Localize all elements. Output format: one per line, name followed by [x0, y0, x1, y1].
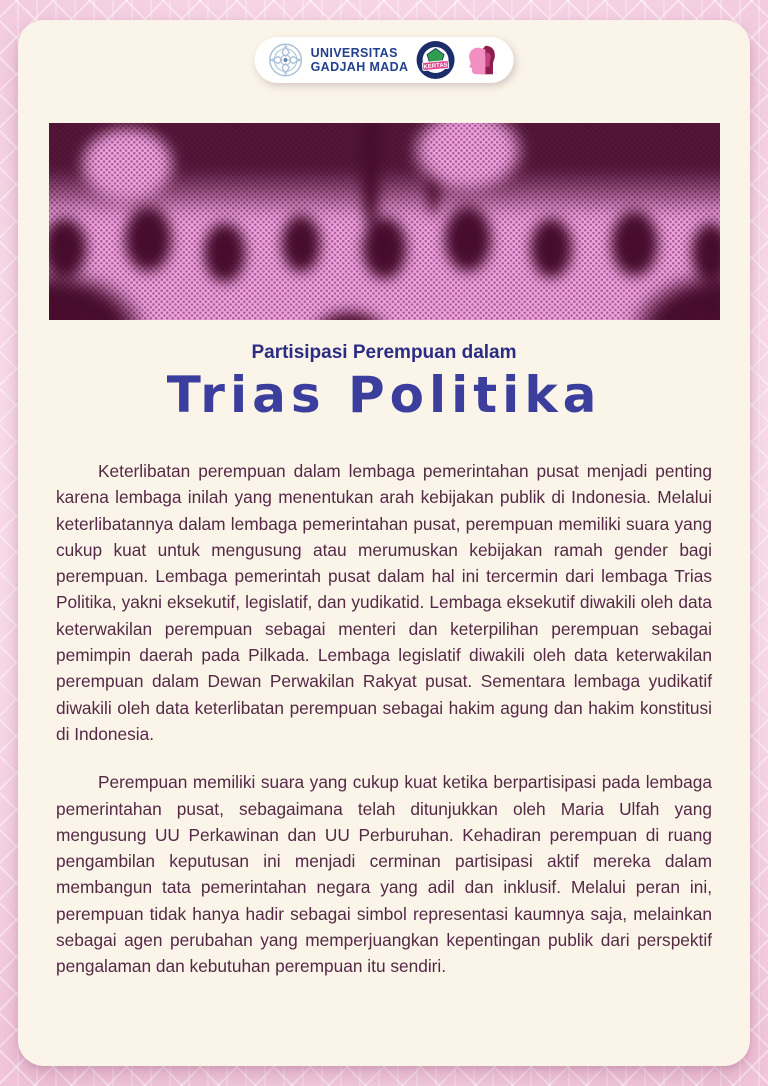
ugm-emblem-icon — [268, 42, 304, 78]
university-name — [311, 46, 409, 74]
logo-pill — [255, 37, 514, 83]
university-name-line2: GADJAH MADA — [310, 60, 409, 74]
historical-group-photo — [49, 123, 720, 320]
article-paragraph-2: Perempuan memiliki suara yang cukup kuat ketika berpartisipasi pada lembaga pemerintahan pusat, sebagaimana telah ditunjukkan oleh Maria Ulfah yang mengusung UU Perkawinan dan UU Perburuhan. Kehadiran perempuan di ruang pengambilan keputusan ini menjadi cerminan partisipasi aktif mereka dalam membangun tata pemerintahan negara yang adil dan inklusif. Melalui peran ini, perempuan tidak hanya hadir sebagai simbol representasi kaumnya saja, melainkan sebagai agen perubahan yang memperjuangkan kepentingan publik dari perspektif pengalaman dan kebutuhan perempuan itu sendiri. — [56, 772, 712, 977]
article-body — [56, 458, 712, 980]
kertas-badge-icon — [415, 40, 455, 80]
page-title: Trias Politika — [166, 366, 602, 424]
article-paragraph-1: Keterlibatan perempuan dalam lembaga pemerintahan pusat menjadi penting karena lembaga inilah yang menentukan arah kebijakan publik di Indonesia. Melalui keterlibatannya dalam lembaga pemerintahan pusat, perempuan memiliki suara yang cukup kuat untuk mengusung atau merumuskan kebijakan ramah gender bagi perempuan. Lembaga pemerintah pusat dalam hal ini tercermin dari lembaga Trias Politika, yakni eksekutif, legislatif, dan yudikatid. Lembaga eksekutif diwakili oleh data keterwakilan perempuan sebagai menteri dan keterpilihan perempuan sebagai pemimpin daerah pada Pilkada. Lembaga legislatif diwakili oleh data keterwakilan perempuan dalam Dewan Perwakilan Rakyat pusat. Sementara lembaga yudikatif diwakili oleh data keterlibatan perempuan sebagai hakim agung dan hakim konstitusi di Indonesia. — [56, 461, 712, 744]
women-silhouette-icon — [462, 41, 500, 79]
page-subtitle: Partisipasi Perempuan dalam — [251, 342, 517, 363]
content-card — [18, 20, 750, 1066]
kertas-badge-label: KERTAS — [423, 62, 448, 71]
university-name-line1: UNIVERSITAS — [310, 46, 398, 60]
photo-halftone-layer — [49, 123, 720, 320]
